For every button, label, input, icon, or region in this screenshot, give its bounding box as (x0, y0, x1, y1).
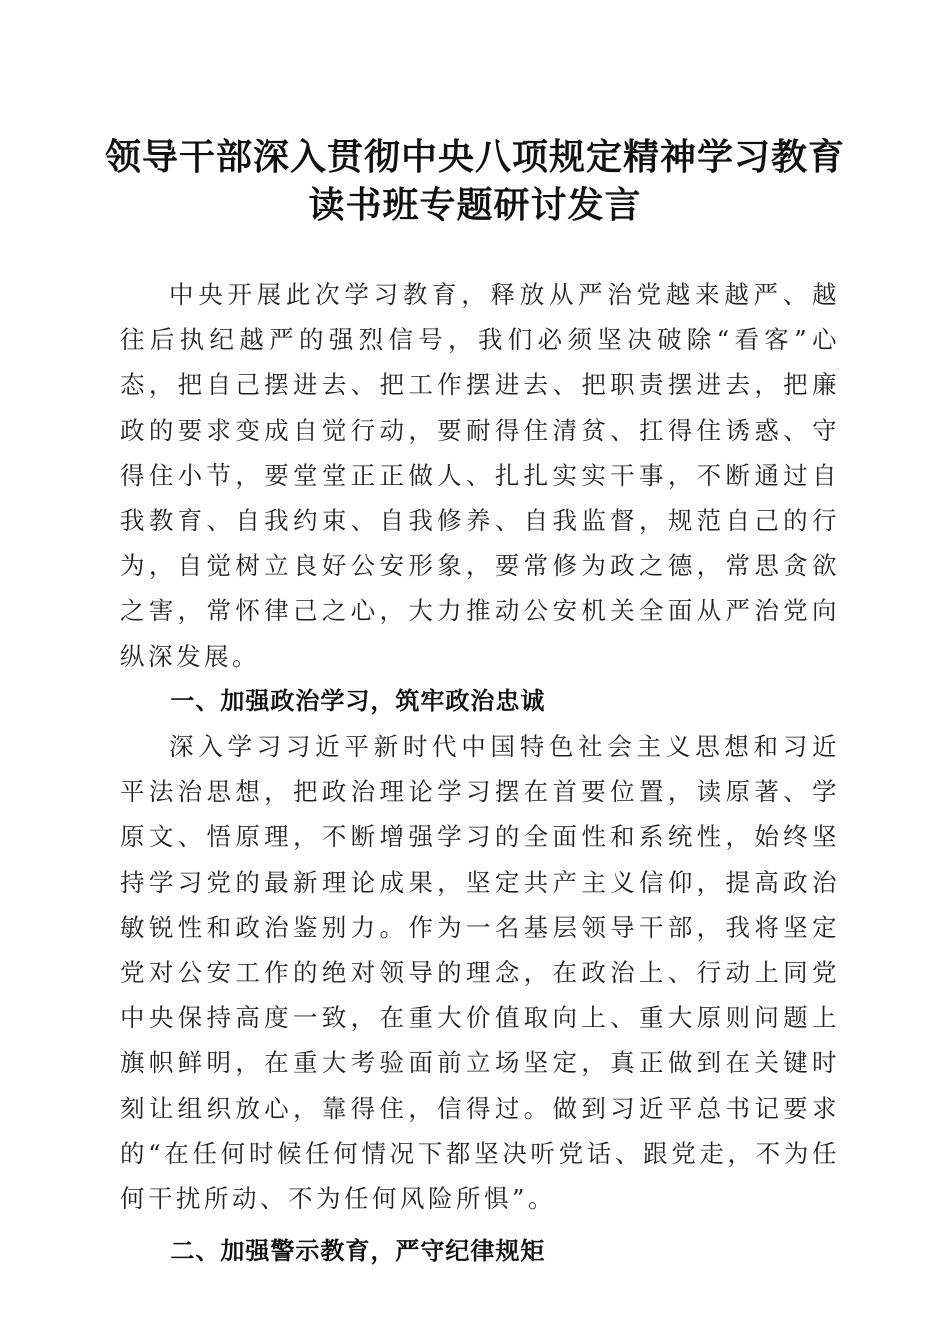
document-title-line-2: 读书班专题研讨发言 (308, 184, 642, 226)
document-title-line-1: 领导干部深入贯彻中央八项规定精神学习教育 (104, 136, 845, 178)
intro-paragraph: 中央开展此次学习教育，释放从严治党越来越严、越往后执纪越严的强烈信号，我们必须坚决破除“看客”心态，把自己摆进去、把工作摆进去、把职责摆进去，把廉政的要求变成自觉行动，要耐得住清贫、扛得住诱惑、守得住小节，要堂堂正正做人、扎扎实实干事，不断通过自我教育、自我约束、自我修养、自我监督，规范自己的行为，自觉树立良好公安形象，要常修为政之德，常思贪欲之害，常怀律己之心，大力推动公安机关全面从严治党向纵深发展。 (120, 280, 840, 671)
section-heading-2: 二、加强警示教育，严守纪律规矩 (170, 1237, 546, 1266)
document-body (120, 272, 840, 1274)
section-1-paragraph: 深入学习习近平新时代中国特色社会主义思想和习近平法治思想，把政治理论学习摆在首要位置，读原著、学原文、悟原理，不断增强学习的全面性和系统性，始终坚持学习党的最新理论成果，坚定共产主义信仰，提高政治敏锐性和政治鉴别力。作为一名基层领导干部，我将坚定党对公安工作的绝对领导的理念，在政治上、行动上同党中央保持高度一致，在重大价值取向上、重大原则问题上旗帜鲜明，在重大考验面前立场坚定，真正做到在关键时刻让组织放心，靠得住，信得过。做到习近平总书记要求的“在任何时候任何情况下都坚决听党话、跟党走，不为任何干扰所动、不为任何风险所惧”。 (120, 732, 840, 1214)
section-heading-1: 一、加强政治学习，筑牢政治忠诚 (170, 686, 546, 715)
